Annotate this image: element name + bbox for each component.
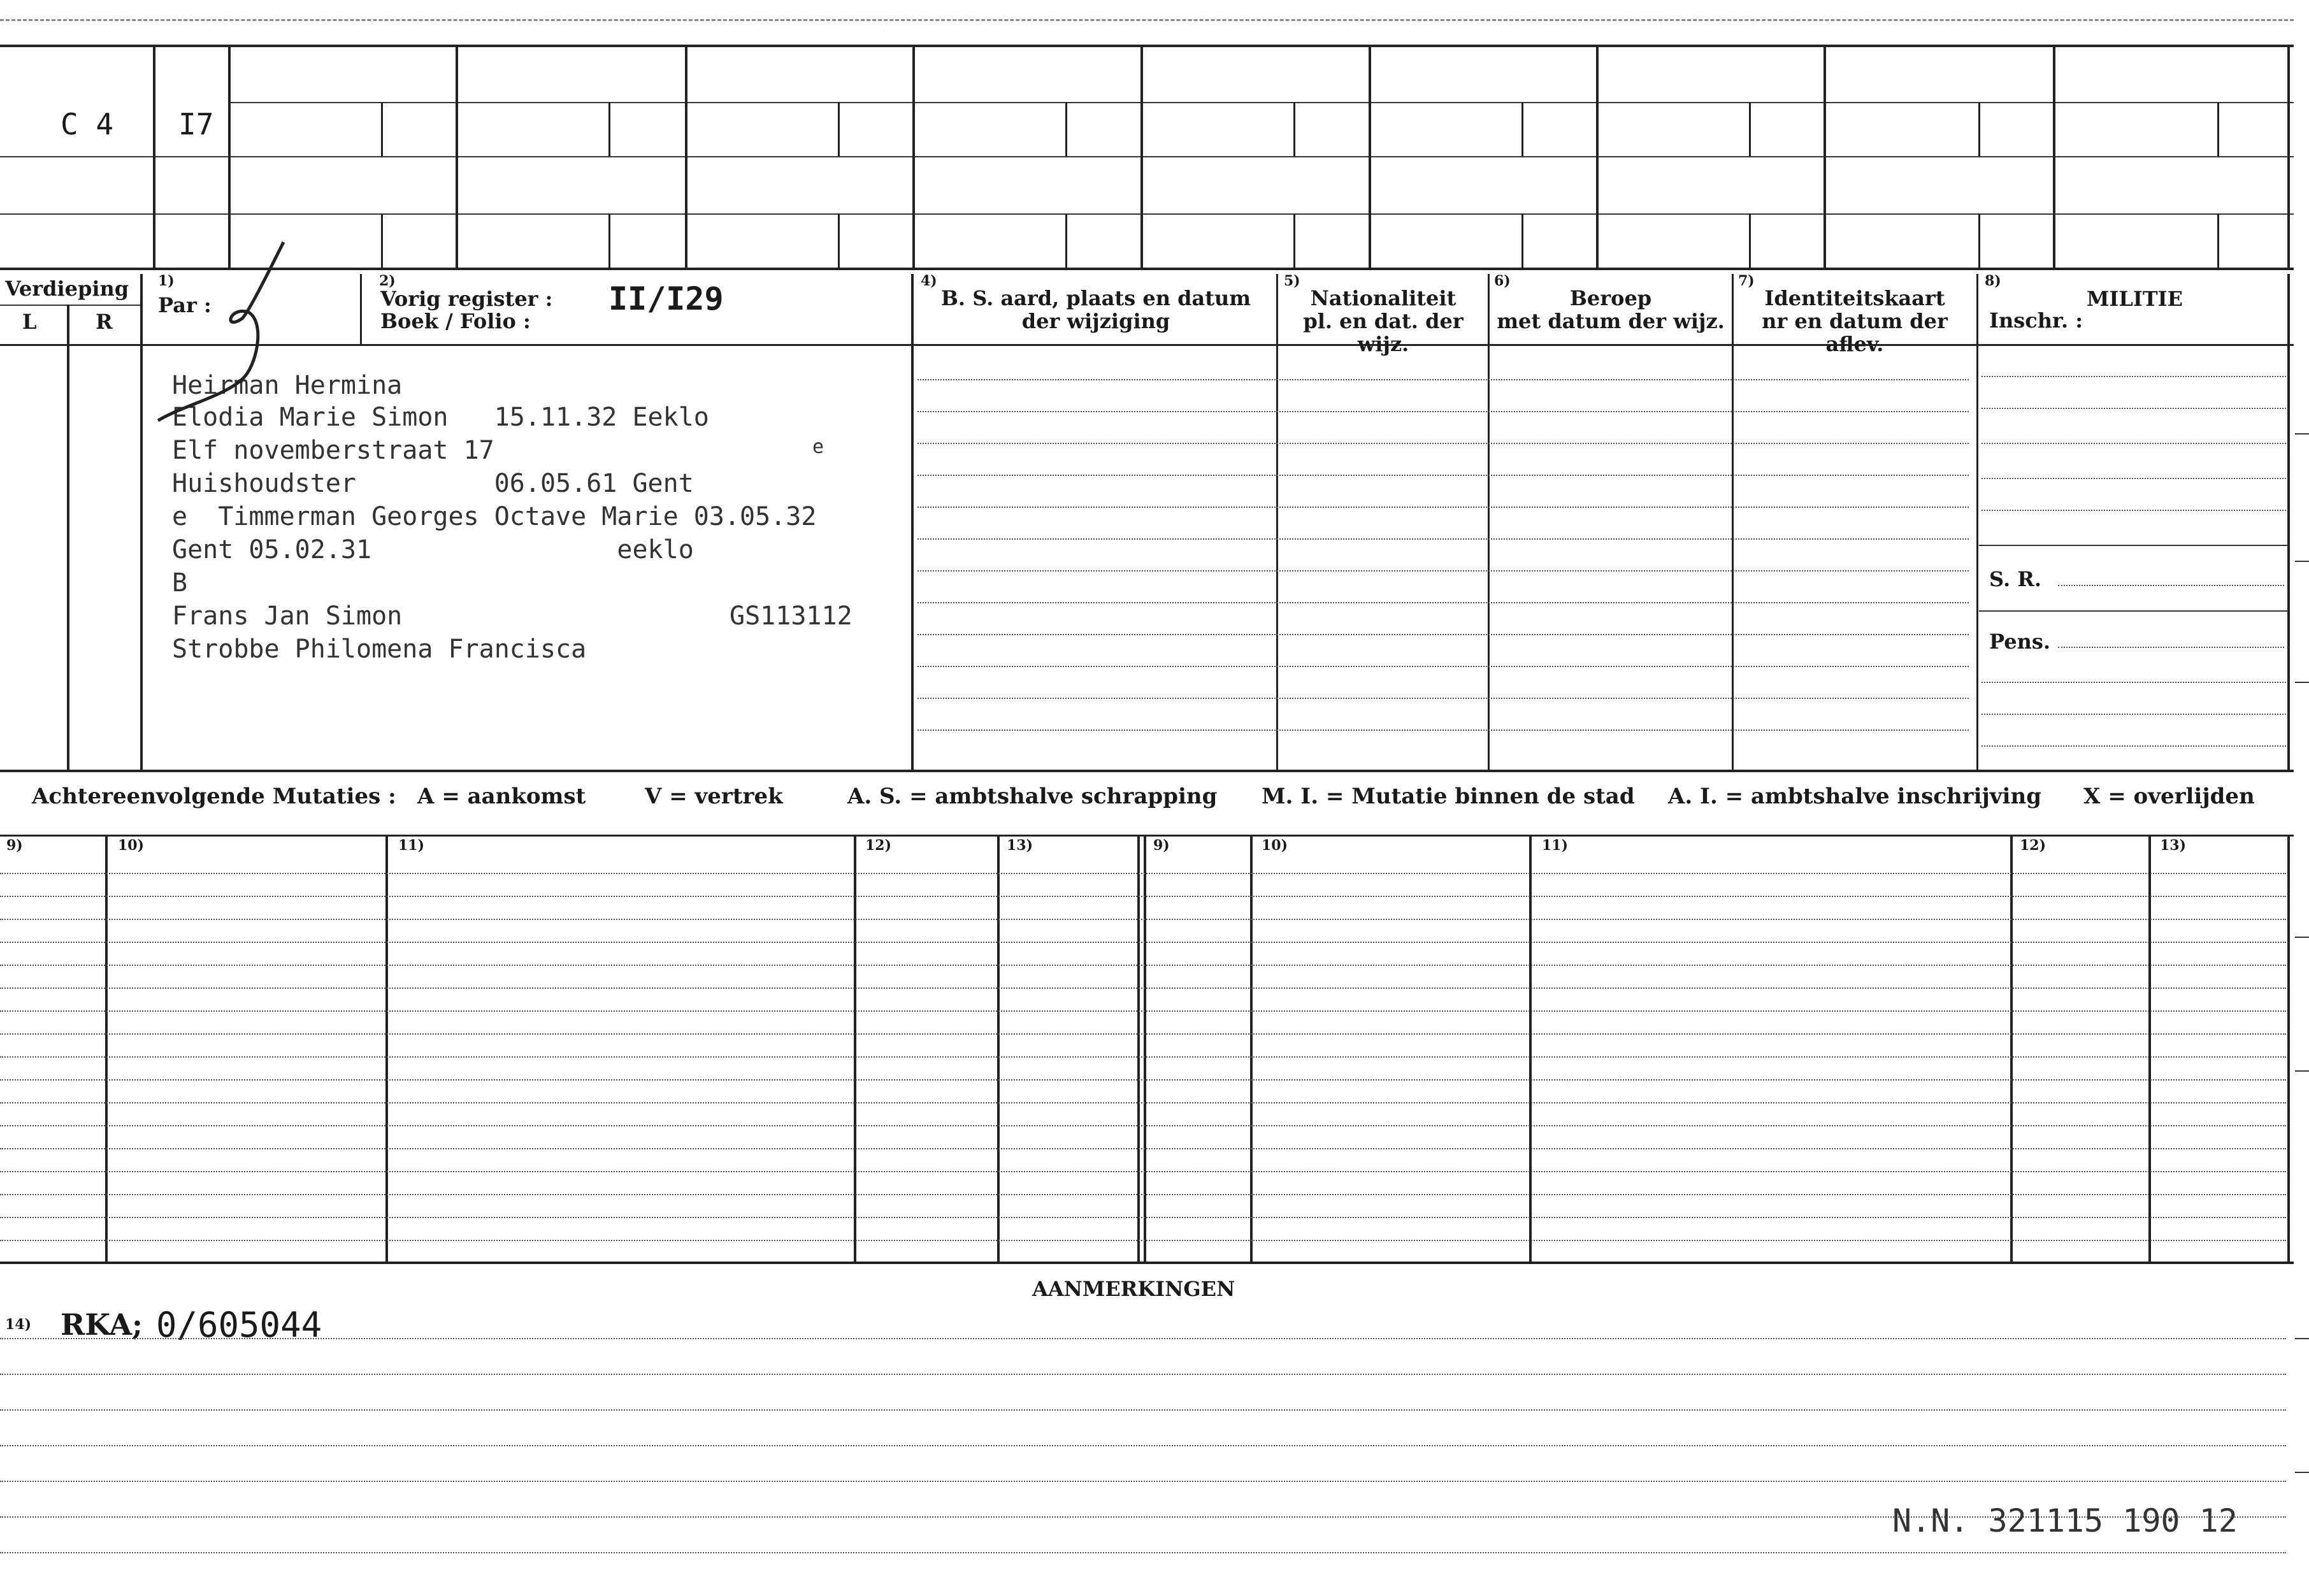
col-number: 13) <box>2160 837 2187 854</box>
vorig-register-label: Vorig register : <box>380 287 553 311</box>
id-header-1: Identiteitskaart <box>1764 286 1945 310</box>
col-number: 10) <box>118 837 145 854</box>
ruled-line <box>917 698 1969 699</box>
beroep-header-1: Beroep <box>1569 286 1652 310</box>
ruled-line <box>0 1481 2286 1482</box>
national-number: N.N. 321115 190 12 <box>1892 1502 2238 1539</box>
ruled-line <box>0 1125 2286 1126</box>
nat-header-1: Nationaliteit <box>1310 286 1457 310</box>
ruled-line <box>917 475 1969 476</box>
card-code-right: I7 <box>178 107 214 141</box>
remarks-title: AANMERKINGEN <box>1032 1277 1235 1301</box>
legend-mutatie: M. I. = Mutatie binnen de stad <box>1262 784 1635 809</box>
ruled-line <box>0 1445 2286 1446</box>
grid-line <box>229 102 2294 103</box>
ruled-line <box>0 896 2286 897</box>
ruled-line <box>0 1148 2286 1149</box>
par-label: Par : <box>158 293 212 317</box>
ruled-line <box>917 570 1969 572</box>
col-number: 2) <box>379 273 396 289</box>
margin-tick <box>2295 1338 2309 1339</box>
ruled-line <box>0 1171 2286 1172</box>
rka-label: RKA; <box>61 1307 143 1342</box>
ruled-line <box>917 507 1969 508</box>
ruled-line <box>0 1240 2286 1241</box>
militie-header: MILITIE <box>2087 287 2183 311</box>
nat-header-2: pl. en dat. der wijz. <box>1303 309 1464 356</box>
margin-tick <box>2295 937 2309 938</box>
vorig-register-value: II/I29 <box>608 280 724 317</box>
ruled-line <box>0 1033 2286 1035</box>
legend-aankomst: A = aankomst <box>417 784 586 809</box>
handwritten-stroke <box>153 236 299 427</box>
boek-folio-label: Boek / Folio : <box>380 309 531 333</box>
grid-line <box>0 45 2294 47</box>
person-father: Frans Jan Simon <box>172 601 403 631</box>
grid-line <box>0 268 2294 270</box>
person-address: Elf novemberstraat 17 <box>172 436 494 465</box>
col-number: 11) <box>398 837 425 854</box>
person-code: GS113112 <box>730 601 852 631</box>
grid-line <box>0 213 2294 215</box>
col-number: 13) <box>1007 837 1033 854</box>
person-spouse-birth: Gent 05.02.31 eeklo <box>172 535 694 564</box>
col-number: 9) <box>6 837 23 854</box>
col-number: 7) <box>1738 273 1755 289</box>
ruled-line <box>0 1338 2286 1339</box>
bs-header-2: der wijziging <box>1021 309 1170 333</box>
ruled-line <box>917 634 1969 635</box>
person-mother: Strobbe Philomena Francisca <box>172 635 587 664</box>
ruled-line <box>0 965 2286 966</box>
grid-line <box>0 305 140 306</box>
col-number: 5) <box>1284 273 1300 289</box>
id-header-2: nr en datum der aflev. <box>1762 309 1948 356</box>
address-mark: e <box>812 436 824 458</box>
ruled-line <box>0 1056 2286 1058</box>
ruled-line <box>917 411 1969 412</box>
pens-label: Pens. <box>1989 629 2050 654</box>
ruled-line <box>917 730 1969 731</box>
legend-inschrijving: A. I. = ambtshalve inschrijving <box>1668 784 2041 809</box>
floor-left-label: L <box>22 310 37 334</box>
legend-schrapping: A. S. = ambtshalve schrapping <box>847 784 1218 809</box>
ruled-line <box>917 602 1969 603</box>
card-code-left: C 4 <box>61 107 114 141</box>
margin-tick <box>2295 682 2309 683</box>
ruled-line <box>0 1374 2286 1375</box>
floor-right-label: R <box>96 310 113 334</box>
inschr-label: Inschr. : <box>1989 308 2083 333</box>
ruled-line <box>0 919 2286 920</box>
col-number: 1) <box>158 273 175 289</box>
ruled-line <box>0 1102 2286 1104</box>
col-number: 12) <box>2020 837 2046 854</box>
ruled-line <box>0 942 2286 943</box>
person-given-names-birth: Elodia Marie Simon 15.11.32 Eeklo <box>172 403 709 432</box>
bs-header-1: B. S. aard, plaats en datum <box>940 286 1251 310</box>
legend-vertrek: V = vertrek <box>645 784 783 809</box>
ruled-line <box>0 1079 2286 1081</box>
ruled-line <box>0 1552 2286 1553</box>
ruled-line <box>917 538 1969 540</box>
col-number: 9) <box>1153 837 1170 854</box>
margin-tick <box>2295 1070 2309 1072</box>
col-number: 12) <box>865 837 892 854</box>
col-number: 6) <box>1494 273 1511 289</box>
ruled-line <box>917 443 1969 444</box>
verdieping-label: Verdieping <box>5 277 129 301</box>
col-number: 4) <box>921 273 937 289</box>
col-number: 8) <box>1985 273 2001 289</box>
col-number: 11) <box>1542 837 1569 854</box>
col-number: 14) <box>5 1316 32 1333</box>
person-name: Heirman Hermina <box>172 371 403 400</box>
person-status: B <box>172 568 188 598</box>
mutations-title: Achtereenvolgende Mutaties : <box>32 784 396 809</box>
rka-value: 0/605044 <box>156 1305 322 1345</box>
margin-tick <box>2295 561 2309 562</box>
ruled-line <box>0 1194 2286 1195</box>
ruled-line <box>0 1010 2286 1012</box>
margin-tick <box>2295 433 2309 435</box>
sr-label: S. R. <box>1989 567 2041 591</box>
person-occupation: Huishoudster 06.05.61 Gent <box>172 469 694 498</box>
grid-line <box>0 156 2294 157</box>
scan-edge <box>0 19 2294 21</box>
ruled-line <box>917 379 1969 380</box>
margin-tick <box>2295 1472 2309 1473</box>
ruled-line <box>0 873 2286 874</box>
ruled-line <box>917 666 1969 667</box>
ruled-line <box>0 1217 2286 1218</box>
ruled-line <box>0 988 2286 989</box>
legend-overlijden: X = overlijden <box>2083 784 2255 809</box>
person-spouse: e Timmerman Georges Octave Marie 03.05.32 <box>172 502 817 531</box>
ruled-line <box>0 1409 2286 1411</box>
beroep-header-2: met datum der wijz. <box>1497 309 1725 333</box>
col-number: 10) <box>1262 837 1288 854</box>
